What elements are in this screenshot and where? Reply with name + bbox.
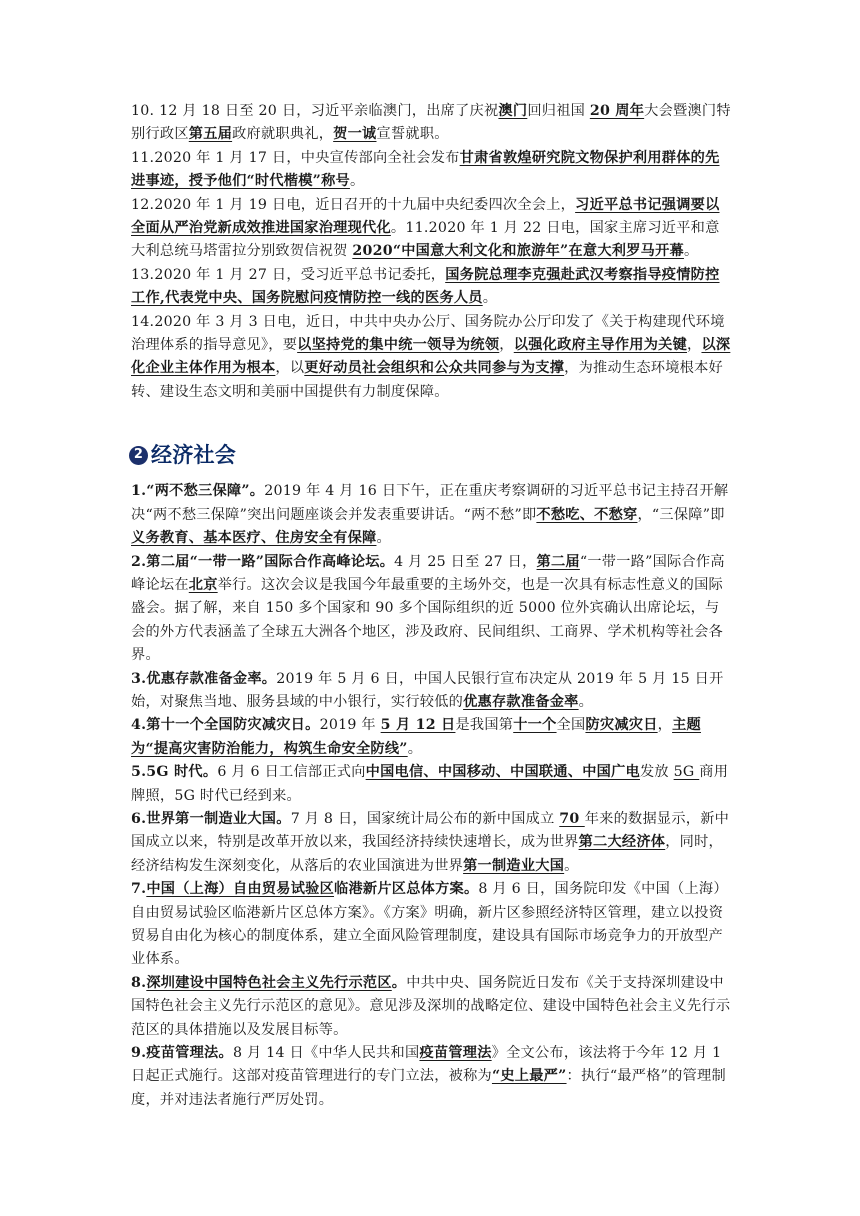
key-term: 以深化企业主体作用为根本 xyxy=(131,337,731,377)
item-title: 5.5G 时代。 xyxy=(131,764,218,781)
item-text: 4 月 25 日至 27 日， xyxy=(394,553,537,570)
item-text: 回归祖国 xyxy=(527,103,590,119)
item-text: 政府就职典礼， xyxy=(232,126,334,143)
item-text: “一带一路”国际合作高峰论坛在 xyxy=(131,553,725,593)
item-text: 是我国第 xyxy=(455,717,514,734)
news-item xyxy=(131,194,733,311)
item-text: 。13.2020 年 1 月 27 日，受习近平总书记委托， xyxy=(131,243,699,283)
circled-number-icon: 2 xyxy=(129,446,148,465)
key-term: 习近平总书记强调要以全面从严治党新成效推进国家治理现代化 xyxy=(131,196,720,237)
item-text: ，同时，经济结构发生深刻变化，从落后的农业国演进为世界 xyxy=(131,834,723,874)
item-text: 。 xyxy=(564,857,579,874)
item-text: 。 xyxy=(482,290,498,307)
key-term: 5 月 12 日 xyxy=(380,717,456,734)
item-text: ，为推动生态环境根本好转、建设生态文明和美丽中国提供有力制度保障。 xyxy=(131,360,723,400)
item-title: 3.优惠存款准备金率。 xyxy=(131,670,277,687)
item-text: 商用牌照，5G 时代已经到来。 xyxy=(131,764,729,804)
key-term: 主题为“提高灾害防治能力，构筑生命安全防线” xyxy=(131,717,701,757)
key-term: 防灾减灾日 xyxy=(585,717,658,734)
key-term: 中国（上海）自由贸易试验区 xyxy=(146,881,335,898)
item-text: 。 xyxy=(349,173,365,190)
key-term: 第二大经济体 xyxy=(578,834,666,851)
news-item xyxy=(131,972,733,1042)
key-term: 中国电信、中国移动、中国联通、中国广电 xyxy=(365,764,640,781)
item-text: 10. 12 月 18 日至 20 日，习近平亲临澳门，出席了庆祝 xyxy=(131,103,499,119)
key-term: 北京 xyxy=(188,576,218,593)
document-page xyxy=(131,100,733,1112)
news-item xyxy=(131,551,733,668)
item-title: 2.第二届“一带一路”国际合作高峰论坛。 xyxy=(131,553,395,570)
item-text: 11.2020 年 1 月 17 日，中央宣传部向全社会发布 xyxy=(131,149,460,166)
key-term: 更好动员社会组织和公众共同参与为支撑 xyxy=(304,360,565,377)
section-heading xyxy=(129,440,733,470)
key-term: 甘肃省敦煌研究院文物保护利用群体的先进事迹，授予他们“时代楷模”称号 xyxy=(131,149,720,190)
item-title: 6.世界第一制造业大国。 xyxy=(131,810,291,827)
key-term: 第一制造业大国 xyxy=(463,857,565,874)
item-text: ， xyxy=(499,337,514,354)
key-term: 澳门 xyxy=(498,103,528,119)
key-term: 十一个 xyxy=(513,717,557,734)
item-title: 临港新片区总体方案。 xyxy=(334,881,479,898)
item-text: 。 xyxy=(578,693,594,710)
item-text: 。 xyxy=(376,530,391,547)
item-text: 7 月 8 日，国家统计局公布的新中国成立 xyxy=(290,810,560,827)
news-item xyxy=(131,761,733,808)
key-term: 第二届 xyxy=(536,553,580,570)
item-title: 4.第十一个全国防灾减灾日。 xyxy=(131,717,320,734)
key-term: 贺一诚 xyxy=(333,126,377,143)
key-term: 5G xyxy=(673,764,700,781)
key-term: 第五届 xyxy=(188,126,233,143)
item-text: ， xyxy=(687,337,702,354)
key-term: 2020“中国意大利文化和旅游年”在意大利罗马开幕 xyxy=(352,243,684,260)
item-text: 宣誓就职。 xyxy=(376,126,449,143)
item-title: 8. xyxy=(131,974,147,991)
item-text: 12.2020 年 1 月 19 日电，近日召开的十九届中央纪委四次全会上， xyxy=(131,196,576,213)
news-item xyxy=(131,311,733,405)
key-term: 70 xyxy=(559,810,585,827)
key-term: 优惠存款准备金率 xyxy=(463,693,579,710)
news-item xyxy=(131,147,733,194)
item-title: 1.“两不愁三保障”。 xyxy=(131,483,265,500)
item-text: 8 月 14 日《中华人民共和国 xyxy=(232,1045,420,1062)
item-text: ，以 xyxy=(275,360,305,377)
item-text: 6 月 6 日工信部正式向 xyxy=(217,764,366,781)
item-title: 9.疫苗管理法。 xyxy=(131,1045,233,1062)
item-title: 。 xyxy=(391,974,407,991)
news-item xyxy=(131,808,733,878)
item-text: 8 月 6 日，国务院印发《中国（上海）自由贸易试验区临港新片区总体方案》。《方案》明确，新片区参照经济特区管理，建立以投资贸易自由化为核心的制度体系，建立全面风险管理制度，建设具有国际市场竞争力的开放型产业体系。 xyxy=(131,881,728,968)
item-text: ， xyxy=(657,717,673,734)
news-item xyxy=(131,480,733,550)
key-term: “史上最严” xyxy=(491,1068,567,1085)
key-term: 义务教育、基本医疗、住房安全有保障 xyxy=(131,530,377,547)
key-term: 国务院总理李克强赴武汉考察指导疫情防控工作,代表党中央、国务院慰问疫情防控一线的医务人员 xyxy=(131,266,720,307)
item-text: ：执行“最严格”的管理制度，并对违法者施行严厉处罚。 xyxy=(131,1068,726,1108)
item-text: 年来的数据显示，新中国成立以来，特别是改革开放以来，我国经济持续快速增长，成为世界 xyxy=(131,810,730,851)
news-list-economy-society xyxy=(131,480,733,1112)
item-text: 》全文公布，该法将于今年 12 月 1 日起正式施行。这部对疫苗管理进行的专门立法，被称为 xyxy=(131,1045,722,1085)
news-item xyxy=(131,100,733,147)
key-term: 疫苗管理法 xyxy=(419,1045,492,1062)
item-text: ，“三保障”即 xyxy=(637,506,725,523)
key-term: 不愁吃、不愁穿 xyxy=(536,506,638,523)
news-item xyxy=(131,668,733,715)
item-text: 中共中央、国务院近日发布《关于支持深圳建设中国特色社会主义先行示范区的意见》。意见涉及深圳的战略定位、建设中国特色社会主义先行示范区的具体措施以及发展目标等。 xyxy=(131,974,731,1038)
item-text: 发放 xyxy=(639,764,674,781)
section-title: 经济社会 xyxy=(151,443,236,468)
news-item xyxy=(131,714,733,761)
key-term: 以强化政府主导作用为关键 xyxy=(513,337,688,354)
news-item xyxy=(131,1042,733,1112)
item-text: 2019 年 5 月 6 日，中国人民银行宣布决定从 2019 年 5 月 15 日开始，对聚焦当地、服务县域的中小银行，实行较低的 xyxy=(131,670,724,710)
item-text: 14.2020 年 3 月 3 日电，近日，中共中央办公厅、国务院办公厅印发了《关于构建现代环境治理体系的指导意见》，要 xyxy=(131,313,725,354)
news-item xyxy=(131,878,733,972)
item-text: 2019 年 xyxy=(319,717,381,734)
item-text: 。 xyxy=(407,740,423,757)
item-text: 大会暨澳门特别行政区 xyxy=(131,103,731,143)
news-list-politics xyxy=(131,100,733,404)
item-text: 全国 xyxy=(556,717,586,734)
item-text: 2019 年 4 月 16 日下午，正在重庆考察调研的习近平总书记主持召开解决“两不愁三保障”突出问题座谈会并发表重要讲话。“两不愁”即 xyxy=(131,483,729,523)
item-text: 举行。这次会议是我国今年最重要的主场外交，也是一次具有标志性意义的国际盛会。据了解，来自 150 多个国家和 90 多个国际组织的近 5000 位外宾确认出席论坛，与会的外方代表涵盖了全球五大洲各个地区，涉及政府、民间组织、工商界、学术机构等社会各界。 xyxy=(131,576,723,664)
item-text: 。11.2020 年 1 月 22 日电，国家主席习近平和意大利总统马塔雷拉分别致贺信祝贺 xyxy=(131,220,720,260)
key-term: 以坚持党的集中统一领导为统领 xyxy=(297,337,500,354)
item-title: 7. xyxy=(131,881,147,898)
key-term: 深圳建设中国特色社会主义先行示范区 xyxy=(146,974,392,991)
key-term: 20 周年 xyxy=(589,103,645,119)
